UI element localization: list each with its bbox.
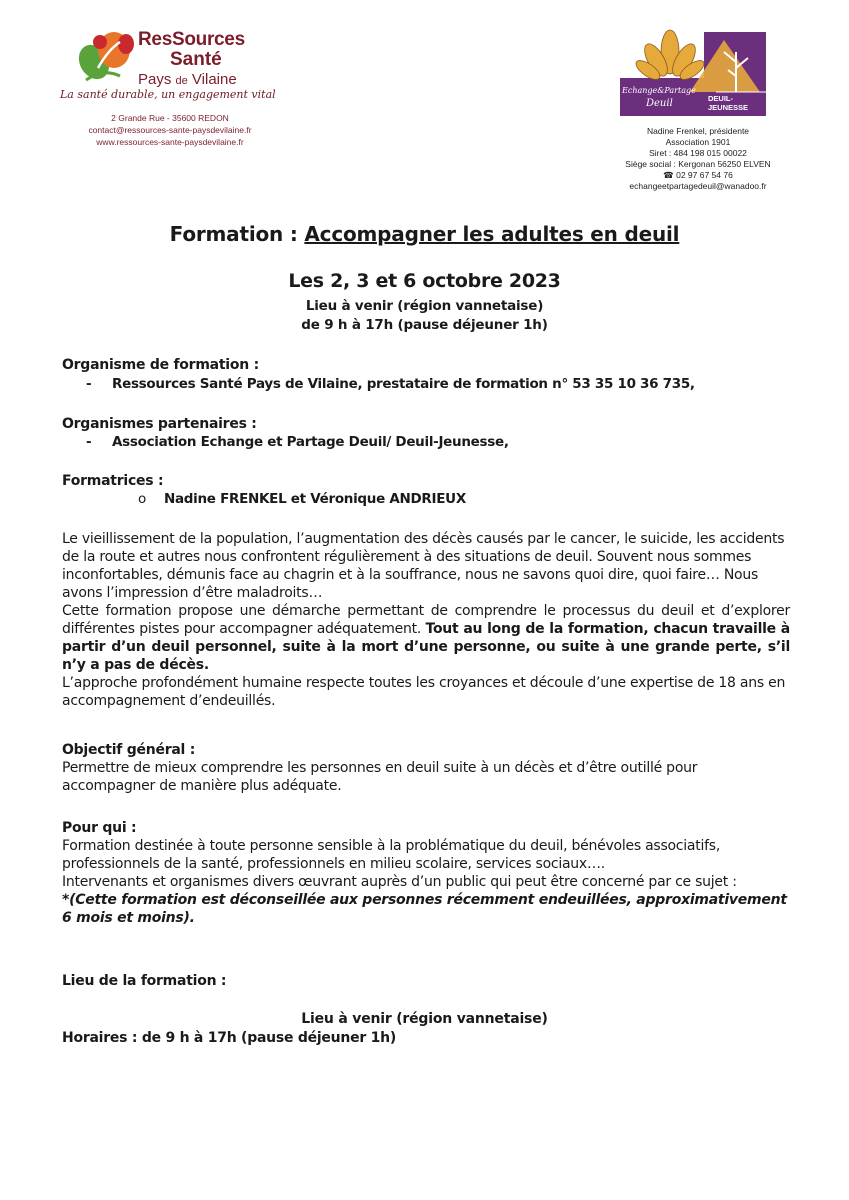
ressources-sante-logo-icon [74, 28, 138, 88]
ep-president: Nadine Frenkel, présidente [646, 126, 750, 136]
horaires-bottom: Horaires : de 9 h à 17h (pause déjeuner 1h) [62, 1030, 396, 1046]
rs-address: 2 Grande Rue - 35600 REDON [111, 113, 229, 123]
logo-deuil-jeunesse-text [708, 94, 748, 112]
ep-association: Association 1901 [665, 137, 731, 147]
title-main: Accompagner les adultes en deuil [304, 222, 680, 246]
intro-section [62, 530, 790, 710]
intro-paragraph-2 [62, 602, 790, 674]
organisme-item-text: Ressources Santé Pays de Vilaine, prestataire de formation n° 53 35 10 36 735, [112, 376, 695, 392]
location-top: Lieu à venir (région vannetaise) [305, 298, 544, 314]
ep-phone: ☎ 02 97 67 54 76 [663, 170, 733, 180]
partenaires-heading: Organismes partenaires : [62, 416, 257, 432]
dash-bullet: - [86, 376, 92, 392]
ep-siege: Siège social : Kergonan 56250 ELVEN [625, 159, 771, 169]
intro-paragraph-2-bold: Tout au long de la formation, chacun travaille à partir d’un deuil personnel, suite à la mort d’une personne, ou suite à une grande perte, s’il n’y a pas de décès. [62, 621, 790, 673]
pourqui-text-1: Formation destinée à toute personne sensible à la problématique du deuil, bénévoles associatifs, professionnels de la santé, professionnels en milieu scolaire, services sociaux…. [62, 838, 721, 872]
training-dates: Les 2, 3 et 6 octobre 2023 [288, 270, 561, 292]
wordmark-line2: Santé [170, 49, 222, 70]
intro-paragraph-3: L’approche profondément humaine respecte toutes les croyances et découle d’une expertise de 18 ans en accompagnement d’endeuillés. [62, 675, 786, 709]
hours-top: de 9 h à 17h (pause déjeuner 1h) [301, 317, 548, 333]
objectif-text: Permettre de mieux comprendre les personnes en deuil suite à un décès et d’être outillé pour accompagner de manière plus adéquate. [62, 760, 698, 794]
partenaires-item [86, 434, 509, 450]
wordmark-vilaine: Vilaine [187, 71, 237, 88]
lieu-text: Lieu à venir (région vannetaise) [301, 1011, 548, 1027]
ressources-sante-contact [70, 112, 270, 148]
wordmark-de: de [175, 75, 188, 87]
pourqui-warning: *(Cette formation est déconseillée aux personnes récemment endeuillées, approximativement 6 mois et moins). [62, 892, 787, 926]
ep-email: echangeetpartagedeuil@wanadoo.fr [629, 181, 767, 191]
dash-bullet: - [86, 434, 92, 450]
page-title [0, 222, 849, 246]
circle-bullet: o [138, 491, 146, 507]
logo-deuil-jeunesse-line1: DEUIL- [708, 94, 733, 103]
lieu-heading: Lieu de la formation : [62, 973, 227, 989]
intro-paragraph-1: Le vieillissement de la population, l’augmentation des décès causés par le cancer, le suicide, les accidents de la route et autres nous confrontent régulièrement à des situations de deuil. Souvent nous sommes inconfortables, démunis face au chagrin et à la souffrance, nous ne savons quoi dire, quoi faire… Nous avons l’impression d’être maladroits… [62, 531, 785, 601]
pourqui-heading: Pour qui : [62, 820, 137, 836]
ressources-sante-tagline: La santé durable, un engagement vital [60, 88, 276, 101]
formatrices-item [138, 491, 466, 507]
pourqui-section [62, 819, 790, 927]
wordmark-pays: Pays [138, 71, 176, 88]
organisme-heading: Organisme de formation : [62, 357, 259, 373]
echange-partage-contact [606, 126, 790, 192]
rs-email: contact@ressources-sante-paysdevilaine.fr [88, 125, 252, 135]
objectif-heading: Objectif général : [62, 742, 196, 758]
partenaires-item-text: Association Echange et Partage Deuil/ Deuil-Jeunesse, [112, 434, 509, 450]
ep-siret: Siret : 484 198 015 00022 [649, 148, 747, 158]
logo-echange-partage-text: Echange&Partage [622, 86, 696, 95]
logo-deuil-text: Deuil [646, 98, 673, 109]
formatrices-item-text: Nadine FRENKEL et Véronique ANDRIEUX [164, 491, 466, 507]
ressources-sante-header [60, 24, 302, 154]
pourqui-text-2: Intervenants et organismes divers œuvrant auprès d’un public qui peut être concerné par ce sujet : [62, 874, 737, 890]
wordmark-line1: ResSources [138, 29, 245, 50]
ressources-sante-wordmark [138, 30, 245, 91]
rs-website: www.ressources-sante-paysdevilaine.fr [96, 137, 244, 147]
formatrices-heading: Formatrices : [62, 473, 164, 489]
echange-partage-header [606, 22, 786, 202]
objectif-section [62, 741, 790, 795]
intro-paragraph-2-text: Cette formation propose une démarche permettant de comprendre le processus du deuil et d’explorer différentes pistes pour accompagner adéquatement. [62, 603, 790, 637]
organisme-item [86, 376, 695, 392]
logo-deuil-jeunesse-line2: JEUNESSE [708, 103, 749, 112]
title-prefix: Formation : [169, 222, 305, 246]
